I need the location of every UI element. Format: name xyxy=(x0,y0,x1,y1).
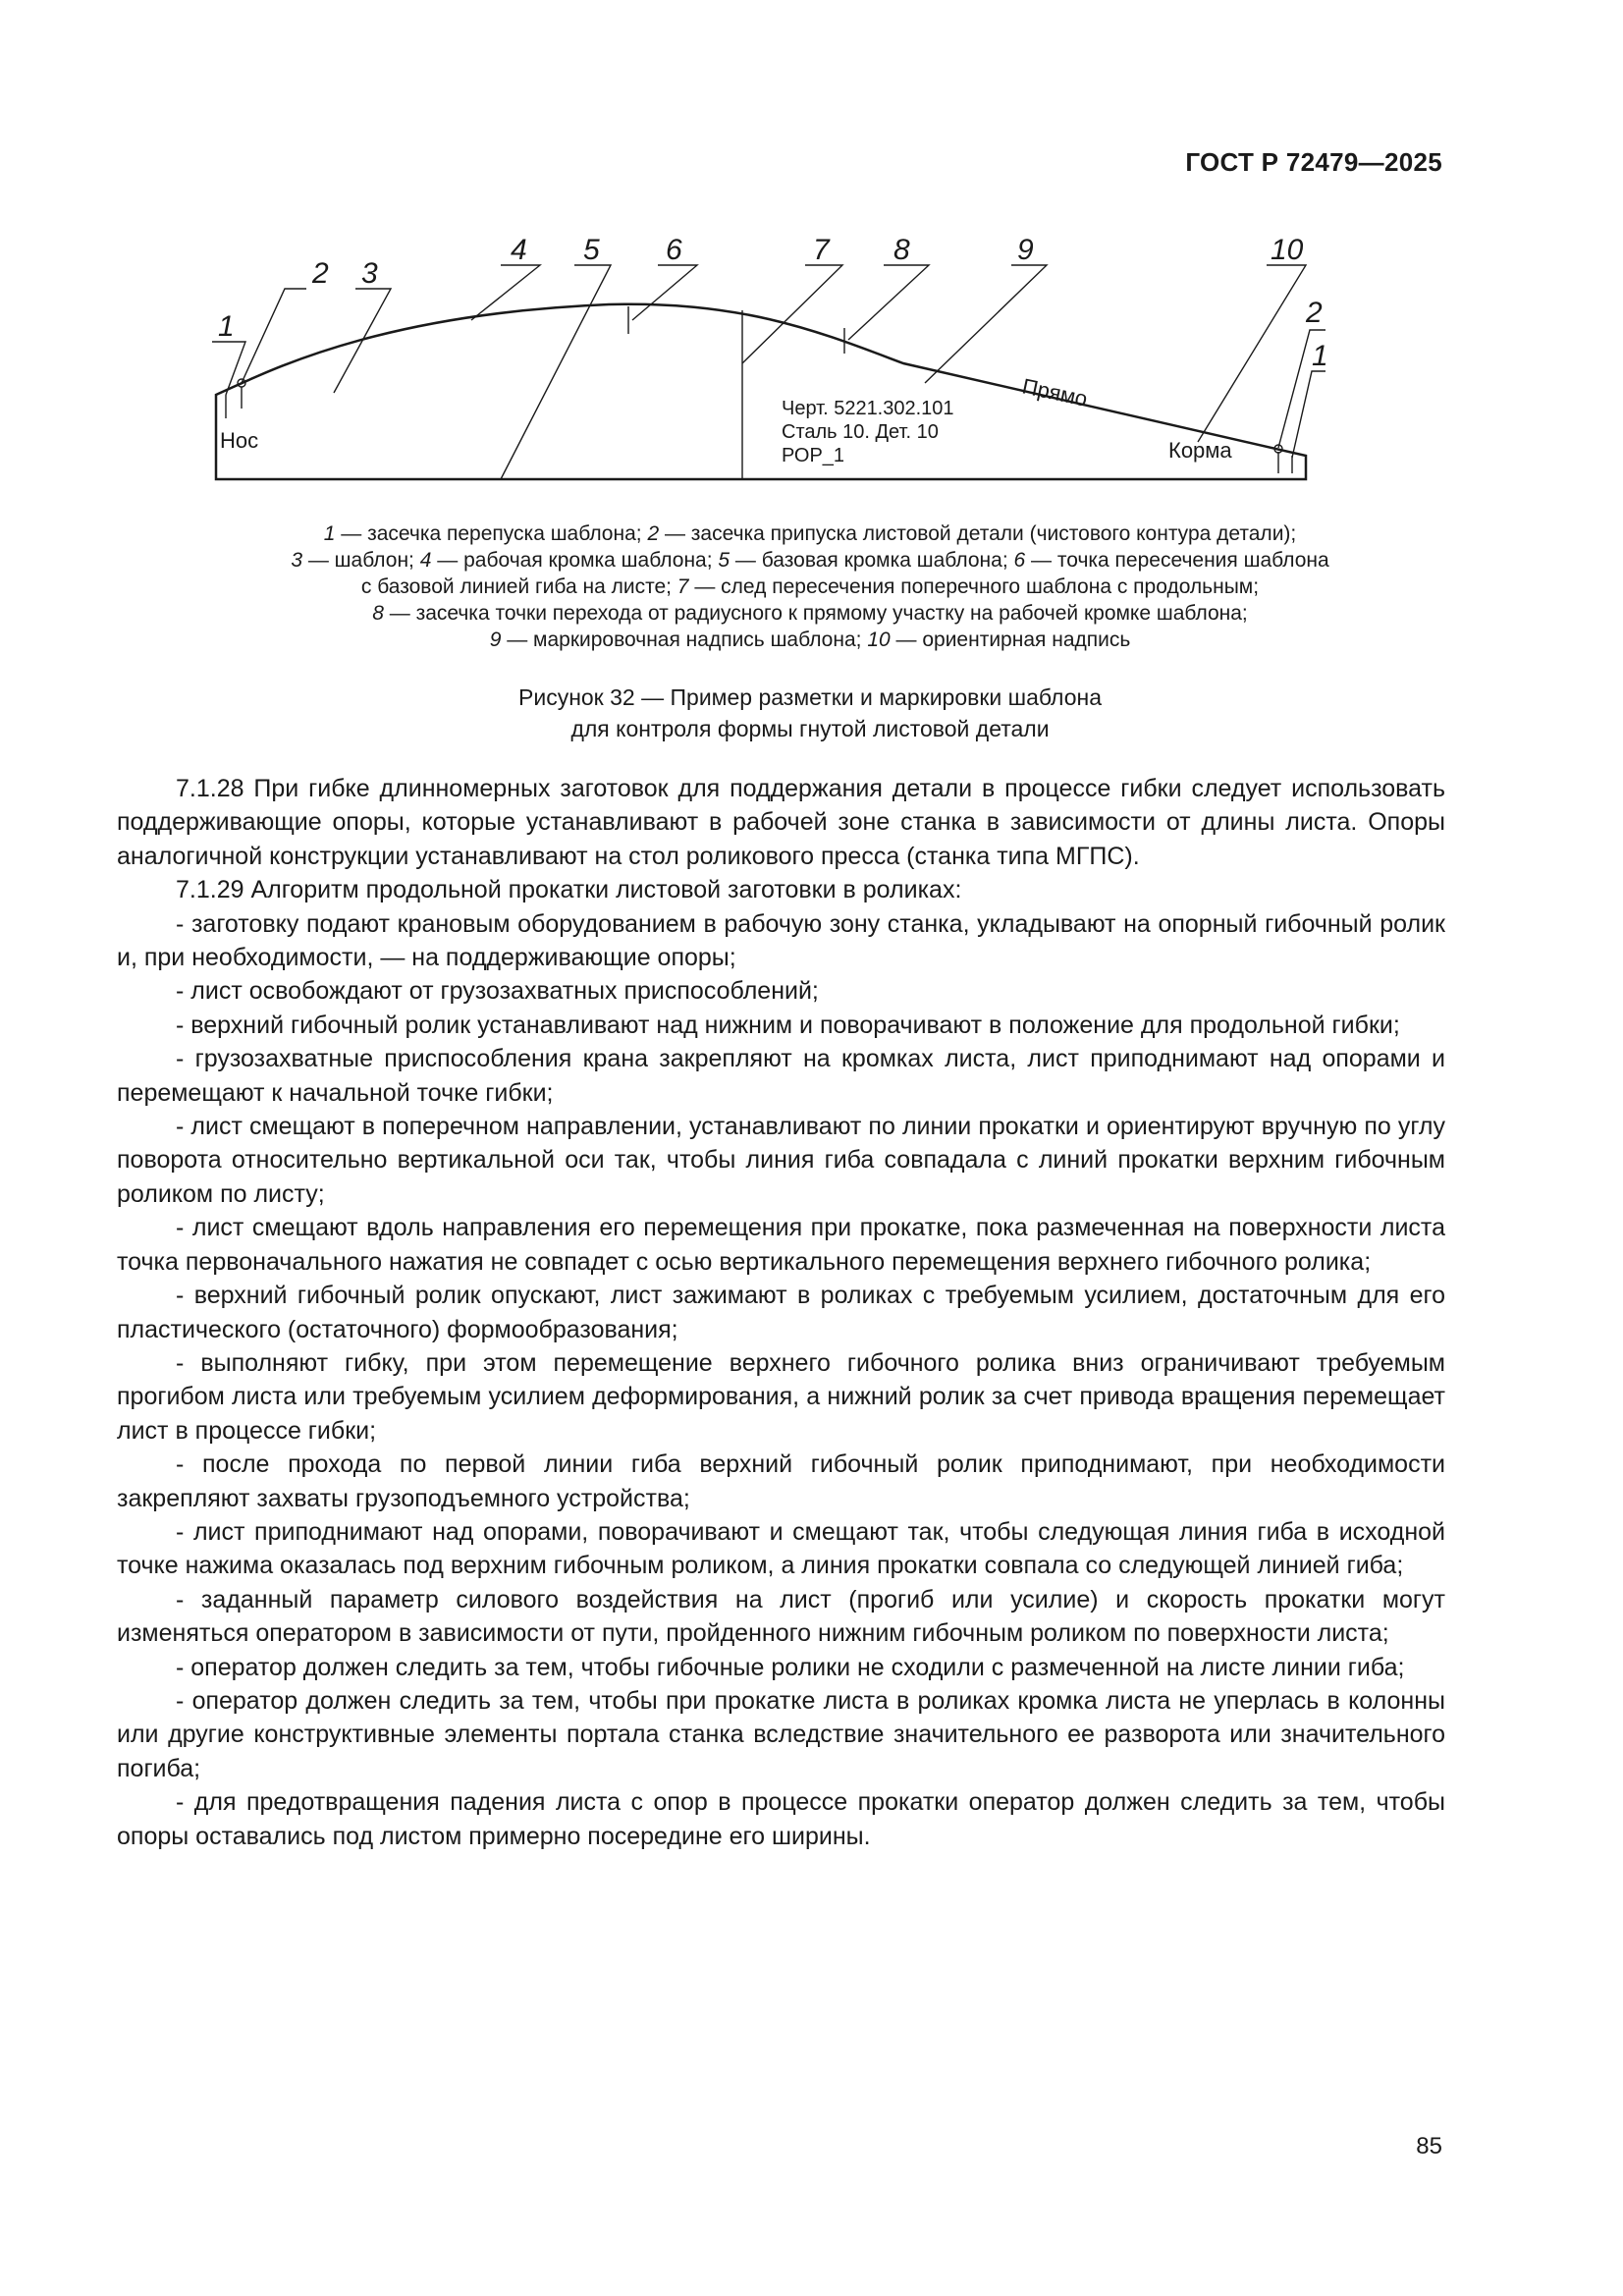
legend-line-3: с базовой линией гиба на листе; 7 — след пересечения поперечного шаблона с продольным; xyxy=(360,575,1260,598)
list-item: - грузозахватные приспособления крана закрепляют на кромках листа, лист приподнимают над опорами и перемещают к начальной точке гибки; xyxy=(117,1045,1445,1107)
callout-6: 6 xyxy=(666,234,682,266)
callout-7: 7 xyxy=(813,234,830,266)
legend-line-2: 3 — шаблон; 4 — рабочая кромка шаблона; 5 — базовая кромка шаблона; 6 — точка пересечения шаблона xyxy=(291,549,1329,572)
list-item: - для предотвращения падения листа с опор в процессе прокатки оператор должен следить за тем, чтобы опоры оставались под листом примерно посередине его ширины. xyxy=(117,1788,1445,1850)
marking-line-1: Черт. 5221.302.101 xyxy=(782,398,954,419)
body-text xyxy=(117,772,1445,1853)
template-outline xyxy=(216,304,1306,479)
legend-line-1: 1 — засечка перепуска шаблона; 2 — засечка припуска листовой детали (чистового контура детали); xyxy=(323,522,1297,545)
paragraph-7-1-28: 7.1.28 При гибке длинномерных заготовок для поддержания детали в процессе гибки следует использовать поддерживающие опоры, которые устанавливают в рабочей зоне станка в зависимости от длины листа. Опоры аналогичной конструкции устанавливают на стол роликового пресса (станка типа МГПС). xyxy=(117,775,1445,870)
list-item: - лист смещают вдоль направления его перемещения при прокатке, пока размеченная на поверхности листа точка первоначального нажатия не совпадет с осью вертикального перемещения верхнего гибочного ролика; xyxy=(117,1214,1445,1276)
callout-1-left: 1 xyxy=(218,310,235,343)
list-item: - лист смещают в поперечном направлении, устанавливают по линии прокатки и ориентируют вручную по углу поворота относительно вертикальной оси так, чтобы линия гиба совпадала с линий прокатки верхним гибочным роликом по листу; xyxy=(117,1113,1445,1208)
legend-line-5: 9 — маркировочная надпись шаблона; 10 — ориентирная надпись xyxy=(489,629,1131,651)
figure-caption xyxy=(196,682,1424,744)
list-item: - верхний гибочный ролик устанавливают над нижним и поворачивают в положение для продольной гибки; xyxy=(176,1011,1400,1039)
callout-5: 5 xyxy=(583,234,600,266)
marking-line-3: РОР_1 xyxy=(782,445,845,466)
template-drawing xyxy=(196,226,1328,491)
callout-2-right: 2 xyxy=(1306,297,1323,329)
nose-label: Нос xyxy=(220,428,259,453)
marking-line-2: Сталь 10. Дет. 10 xyxy=(782,421,939,443)
legend-line-4: 8 — засечка точки перехода от радиусного к прямому участку на рабочей кромке шаблона; xyxy=(372,602,1248,625)
list-item: - после прохода по первой линии гиба верхний гибочный ролик приподнимают, при необходимости закрепляют захваты грузоподъемного устройства; xyxy=(117,1450,1445,1512)
caption-line-1: Рисунок 32 — Пример разметки и маркировки шаблона xyxy=(518,684,1102,710)
list-item: - верхний гибочный ролик опускают, лист зажимают в роликах с требуемым усилием, достаточным для его пластического (остаточного) формообразования; xyxy=(117,1282,1445,1343)
callout-4: 4 xyxy=(511,234,527,266)
document-id: ГОСТ Р 72479—2025 xyxy=(1185,147,1442,177)
figure-legend xyxy=(196,520,1424,653)
list-item: - выполняют гибку, при этом перемещение верхнего гибочного ролика вниз ограничивают требуемым прогибом листа или требуемым усилием деформирования, а нижний ролик за счет привода вращения перемещает лист в процессе гибки; xyxy=(117,1348,1445,1445)
paragraph-7-1-29: 7.1.29 Алгоритм продольной прокатки листовой заготовки в роликах: xyxy=(176,876,962,904)
caption-line-2: для контроля формы гнутой листовой детали xyxy=(570,716,1050,741)
straight-label: Прямо xyxy=(1019,373,1090,411)
stern-label: Корма xyxy=(1168,438,1232,463)
callout-8: 8 xyxy=(893,234,910,266)
callout-3: 3 xyxy=(361,257,378,290)
list-item: - заданный параметр силового воздействия на лист (прогиб или усилие) и скорость прокатки могут изменяться оператором в зависимости от пути, пройденного нижним гибочным роликом по поверхности листа; xyxy=(117,1585,1445,1648)
list-item: - заготовку подают крановым оборудованием в рабочую зону станка, укладывают на опорный гибочный ролик и, при необходимости, — на поддерживающие опоры; xyxy=(117,909,1445,972)
template-diagram xyxy=(196,226,1328,491)
callout-2-left: 2 xyxy=(312,257,329,290)
callout-1-right: 1 xyxy=(1312,340,1328,372)
list-item: - оператор должен следить за тем, чтобы при прокатке листа в роликах кромка листа не уперлась в колонны или другие конструктивные элементы портала станка вследствие значительного ее разворота или значительного погиба; xyxy=(117,1686,1445,1782)
callout-9: 9 xyxy=(1017,234,1034,266)
list-item: - лист освобождают от грузозахватных приспособлений; xyxy=(176,977,819,1006)
page-number: 85 xyxy=(1416,2133,1442,2159)
list-item: - оператор должен следить за тем, чтобы гибочные ролики не сходили с размеченной на листе линии гиба; xyxy=(176,1653,1405,1681)
callout-10: 10 xyxy=(1271,234,1304,266)
list-item: - лист приподнимают над опорами, поворачивают и смещают так, чтобы следующая линия гиба в исходной точке нажима оказалась под верхним гибочным роликом, а линия прокатки совпала со следующей линией гиба; xyxy=(117,1517,1445,1580)
